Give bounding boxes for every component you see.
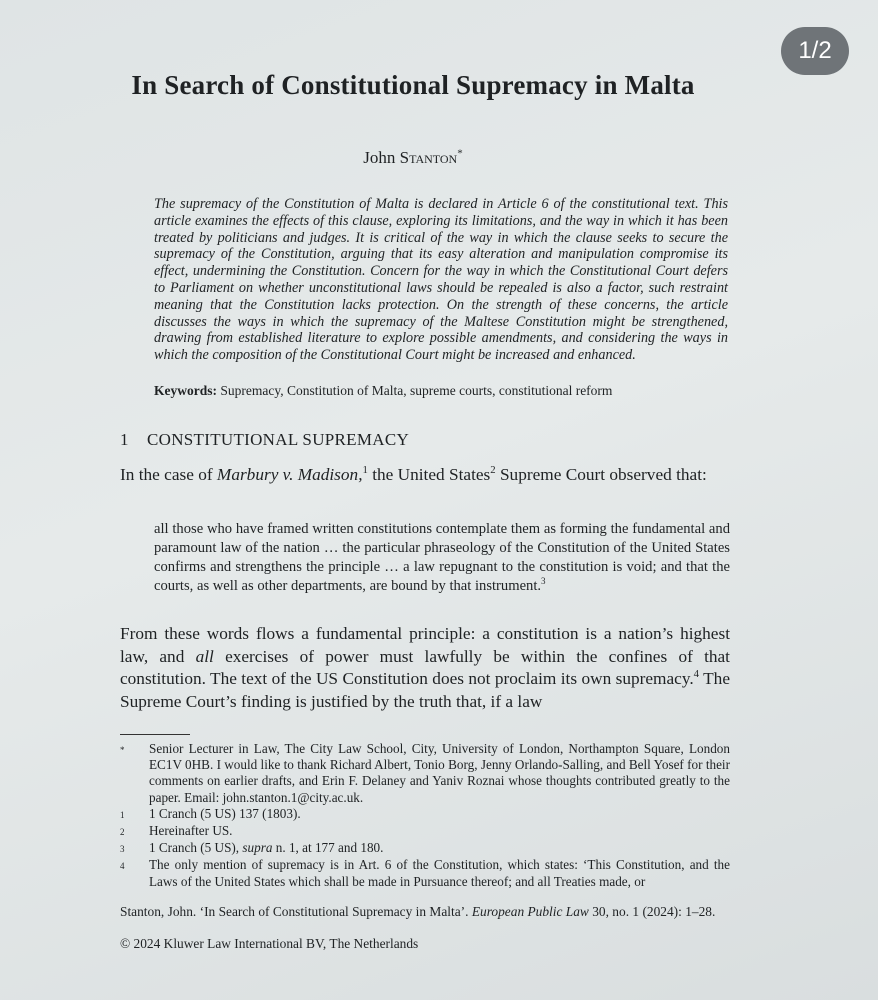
text-run: In the case of	[120, 465, 217, 484]
quote-text: all those who have framed written constitutions contemplate them as forming the fundamental and paramount law of the nation … the particular phraseology of the Constitution of the United States confirms and strengthens the principle … a law repugnant to the constitution is void; and that the courts, as well as other departments, are bound by that instrument.	[154, 521, 730, 594]
footnote-text: Senior Lecturer in Law, The City Law School, City, University of London, Northampton Square, London EC1V 0HB. I would like to thank Richard Albert, Tonio Borg, Jenny Orlando-Salling, and Bell Yosef for their comments on earlier drafts, and Erin F. Delaney and Yaniv Roznai whose thoughts contributed greatly to the paper. Email: john.stanton.1@city.ac.uk.	[149, 741, 730, 805]
footnote-divider	[120, 734, 190, 735]
body-paragraph-1	[120, 464, 730, 487]
text-run: Supreme Court observed that:	[495, 465, 707, 484]
footnote-ref-2[interactable]: 2	[490, 464, 496, 477]
text-run: The Supreme Court’s finding is justified by the truth that, if a law	[120, 669, 730, 711]
footnote-mark: 2	[120, 827, 125, 838]
text-run: 1 Cranch (5 US),	[149, 840, 243, 856]
footnote-1	[120, 806, 730, 823]
footnote-text: The only mention of supremacy is in Art. 6 of the Constitution, which states: ‘This Constitution, and the Laws of the United States which shall be made in Pursuance thereof; and all Treaties made, or	[149, 857, 730, 889]
author-line	[0, 148, 826, 168]
case-name: Marbury v. Madison,	[216, 465, 363, 484]
footnote-mark: 3	[120, 844, 125, 855]
text-run: 30, no. 1 (2024): 1–28.	[588, 904, 716, 919]
footnote-2	[120, 823, 730, 840]
keywords-label: Keywords:	[154, 383, 217, 398]
citation	[120, 904, 730, 920]
section-heading	[120, 430, 409, 450]
body-paragraph-2	[120, 623, 730, 713]
emphasis: all	[195, 646, 214, 666]
footnote-text: 1 Cranch (5 US) 137 (1803).	[149, 805, 301, 821]
emphasis: supra	[242, 840, 273, 856]
footnote-mark: *	[120, 745, 125, 755]
footnote-ref-1[interactable]: 1	[362, 464, 368, 477]
text-run: From these words flows a fundamental principle: a constitution is a nation’s highest law, and	[120, 624, 730, 666]
footnote-3	[120, 840, 730, 857]
footnote-ref-3[interactable]: 3	[541, 576, 546, 587]
text-run: the United States	[367, 465, 491, 484]
page-indicator-badge: 1/2	[781, 27, 849, 75]
keywords-list: Supremacy, Constitution of Malta, supreme courts, constitutional reform	[220, 383, 613, 398]
abstract: The supremacy of the Constitution of Malta is declared in Article 6 of the constitutional text. This article examines the effects of this clause, exploring its limitations, and the way in which it has been treated by politicians and judges. It is critical of the way in which the clause seeks to secure the supremacy of the Constitution, arguing that its easy alteration and manipulation compromise its effect, undermining the Constitution. Concern for the way in which the Constitutional Court defers to Parliament on whether unconstitutional laws should be repealed is also a factor, such restraint meaning that the Constitution lacks protection. On the strength of these concerns, the article discusses the ways in which the supremacy of the Maltese Constitution might be strengthened, drawing from established literature to explore possible amendments, and considering the ways in which the composition of the Constitutional Court might be increased and enhanced.	[154, 196, 728, 364]
footnotes	[120, 741, 730, 890]
keywords-line	[154, 383, 754, 399]
block-quote	[154, 520, 730, 596]
text-run: n. 1, at 177 and 180.	[272, 840, 384, 856]
text-run: exercises of power must lawfully be within the confines of that constitution. The text of the US Constitution does not proclaim its own supremacy.	[120, 646, 730, 688]
text-run: Stanton, John. ‘In Search of Constitutional Supremacy in Malta’.	[120, 904, 472, 919]
journal-name: European Public Law	[471, 904, 589, 919]
section-title: CONSTITUTIONAL SUPREMACY	[147, 430, 410, 449]
footnote-ref-4[interactable]: 4	[693, 668, 700, 681]
footnote-text: Hereinafter US.	[149, 823, 233, 839]
article-title: In Search of Constitutional Supremacy in Malta	[131, 70, 695, 100]
footnote-mark: 1	[120, 809, 125, 820]
section-number: 1	[120, 430, 129, 449]
author-last-name: Stanton	[399, 148, 458, 167]
footnote-4	[120, 857, 730, 889]
author-footnote-mark: *	[457, 147, 463, 160]
footnote-author	[120, 741, 730, 806]
author-first-name: John	[363, 148, 400, 167]
copyright-notice: © 2024 Kluwer Law International BV, The Netherlands	[120, 936, 419, 951]
footnote-text	[149, 840, 730, 857]
footnote-mark: 4	[120, 861, 125, 872]
